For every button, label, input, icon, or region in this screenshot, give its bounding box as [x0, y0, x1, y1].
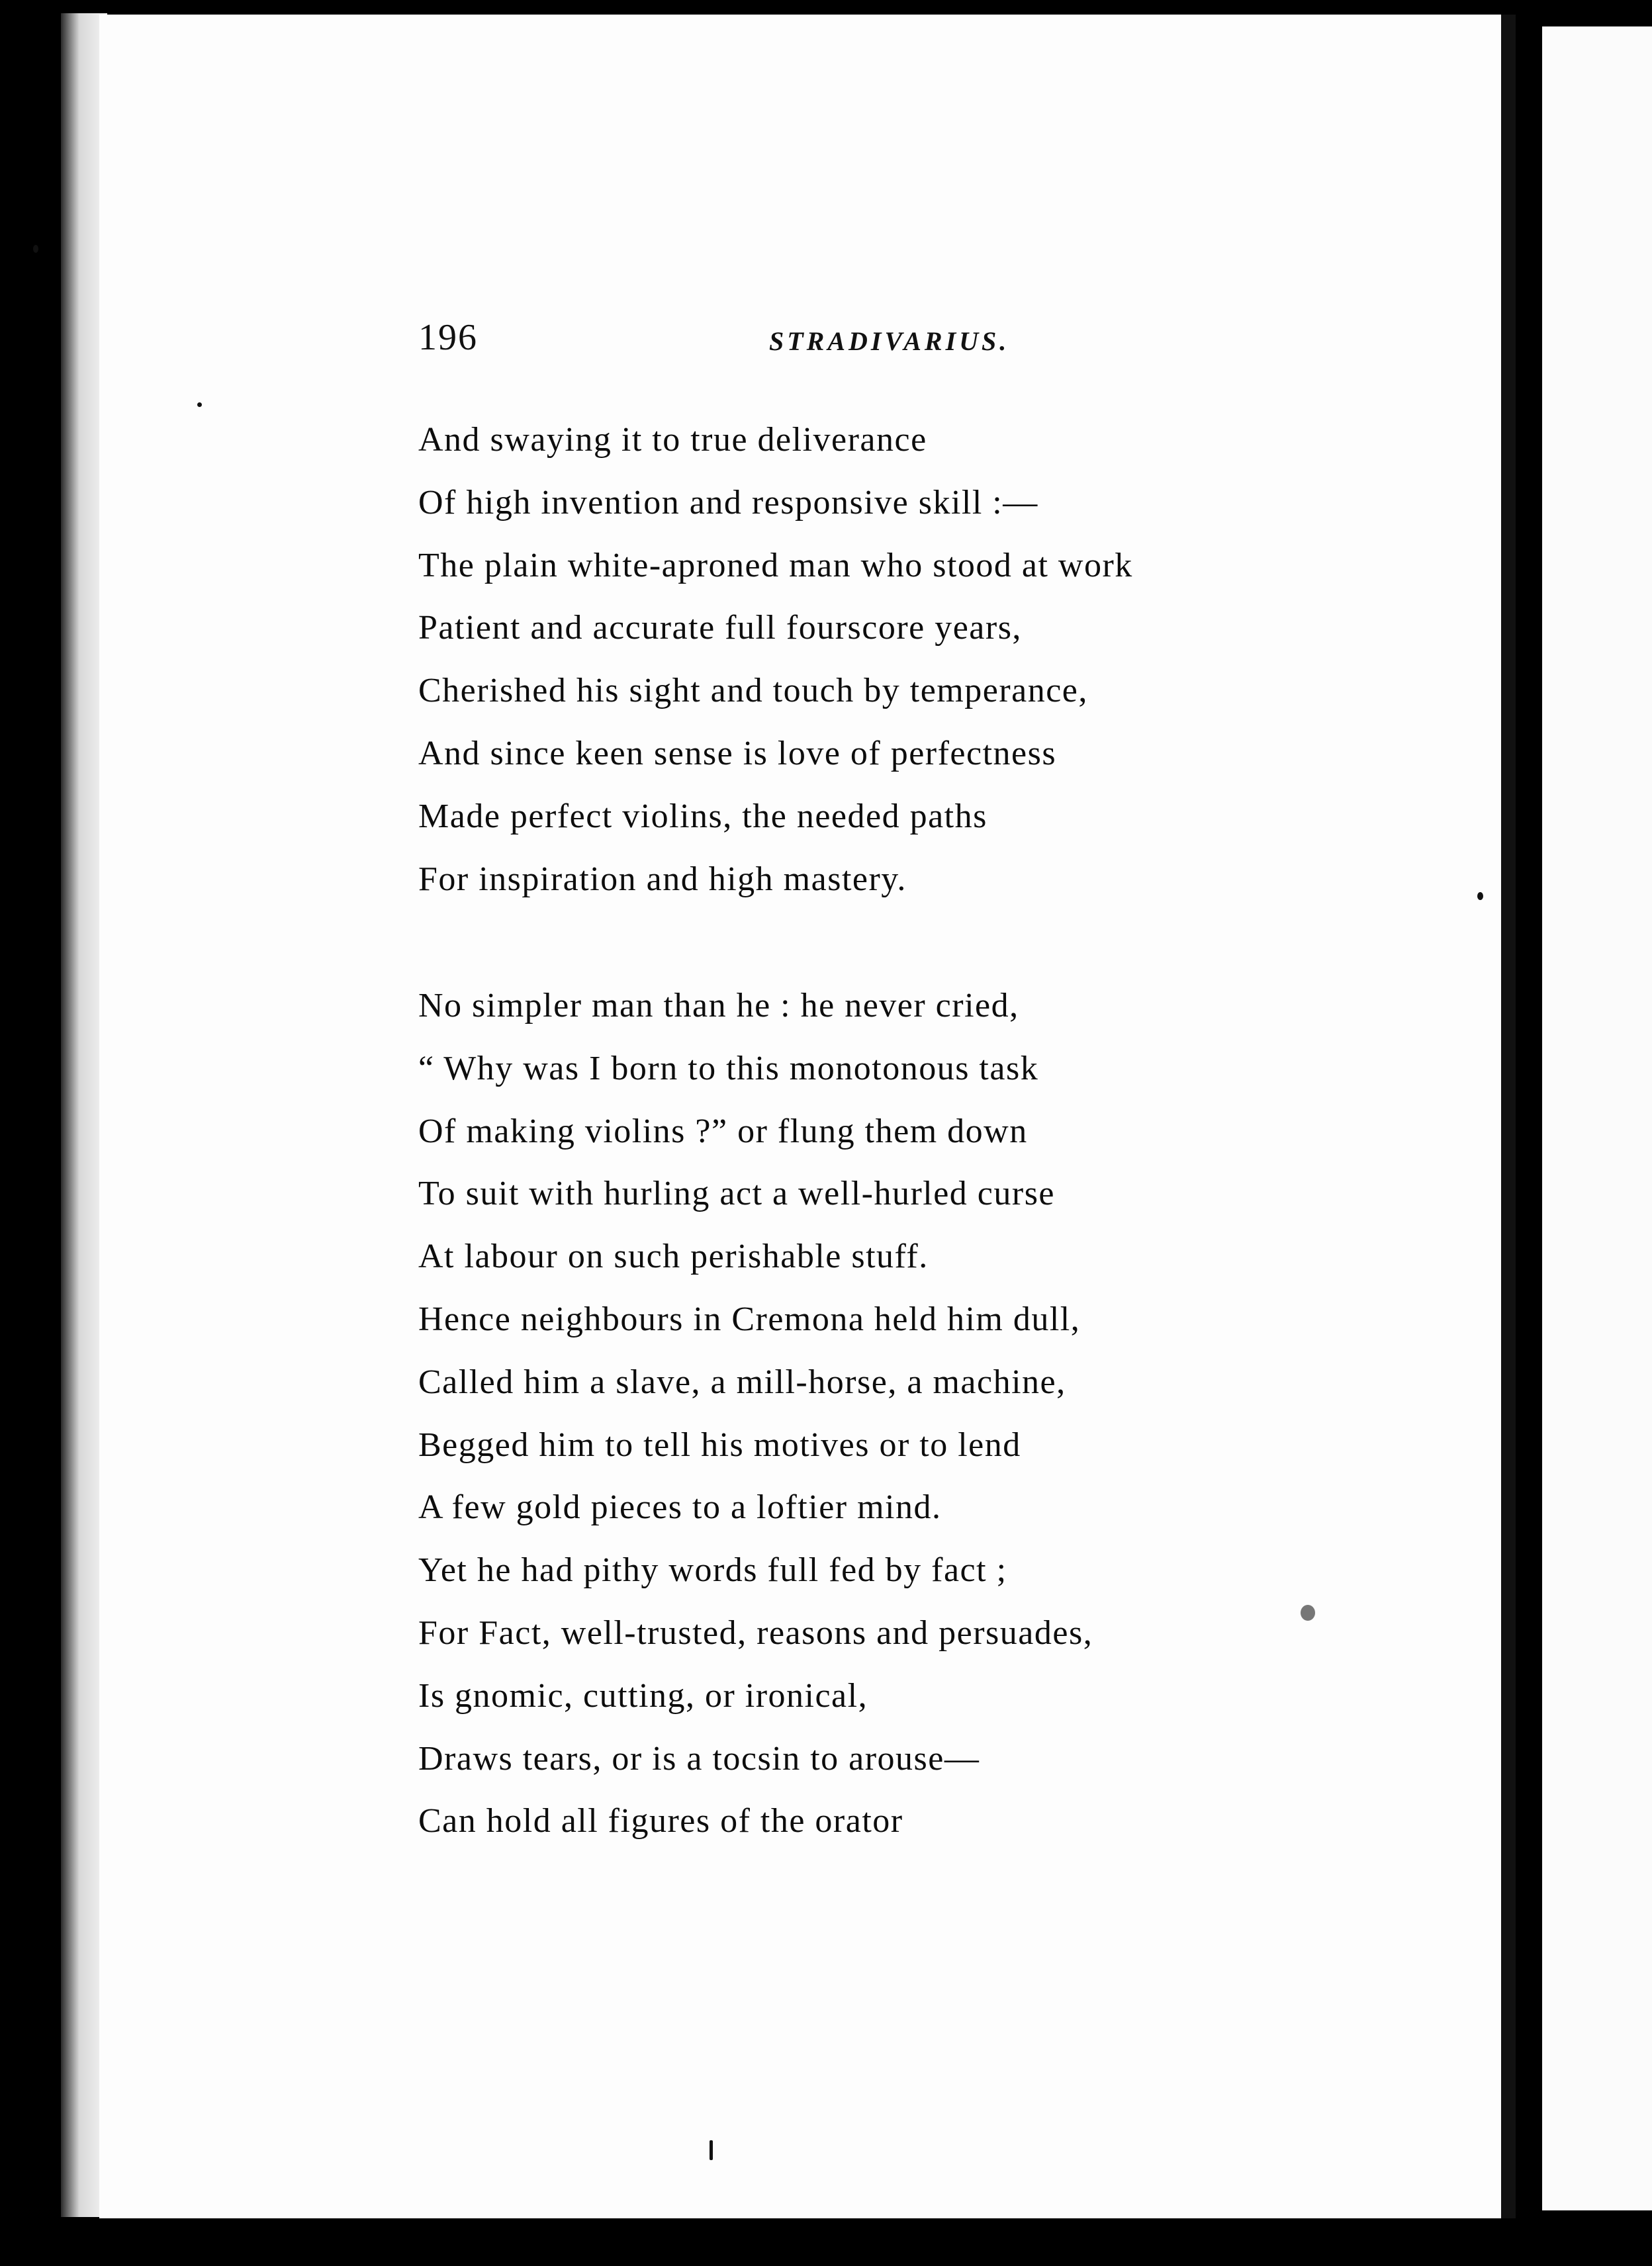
verse-line: Of high invention and responsive skill :—: [418, 483, 1038, 521]
page-header: [418, 316, 1345, 369]
verse-line: Can hold all figures of the orator: [418, 1802, 903, 1840]
verse-line: For inspiration and high mastery.: [418, 860, 907, 898]
stanza: [418, 409, 1133, 911]
verse-line: For Fact, well-trusted, reasons and persuades,: [418, 1613, 1093, 1652]
verse-line: To suit with hurling act a well-hurled curse: [418, 1175, 1056, 1213]
verse-line: Cherished his sight and touch by temperance,: [418, 672, 1088, 710]
scan-speck: [1301, 1605, 1315, 1621]
scan-speck: [710, 2140, 713, 2160]
verse-line: Is gnomic, cutting, or ironical,: [418, 1676, 868, 1715]
bottom-scan-border: [0, 2218, 1652, 2266]
right-gutter: [1501, 15, 1516, 2218]
stanza: [418, 975, 1093, 1853]
verse-line: Patient and accurate full fourscore years,: [418, 609, 1022, 647]
scan-speck: [197, 402, 202, 407]
running-head: STRADIVARIUS.: [769, 326, 1010, 356]
verse-line: Made perfect violins, the needed paths: [418, 797, 987, 835]
adjacent-page-edge: [1542, 26, 1652, 2210]
verse-line: Hence neighbours in Cremona held him dull,: [418, 1300, 1081, 1338]
verse-line: Of making violins ?” or flung them down: [418, 1112, 1028, 1150]
verse-line: The plain white-aproned man who stood at work: [418, 546, 1133, 584]
verse-line: Draws tears, or is a tocsin to arouse—: [418, 1739, 980, 1778]
verse-line: “ Why was I born to this monotonous task: [418, 1049, 1039, 1087]
verse-line: Begged him to tell his motives or to lend: [418, 1426, 1021, 1464]
verse-line: Yet he had pithy words full fed by fact ;: [418, 1551, 1007, 1590]
verse-line: Called him a slave, a mill-horse, a machine,: [418, 1363, 1066, 1401]
page-number: 196: [418, 317, 478, 358]
verse-line: A few gold pieces to a loftier mind.: [418, 1488, 942, 1527]
verse-line: At labour on such perishable stuff.: [418, 1238, 929, 1276]
scan-speck: [1477, 892, 1483, 900]
verse-line: And swaying it to true deliverance: [418, 421, 927, 459]
verse-line: And since keen sense is love of perfectness: [418, 734, 1057, 772]
verse-line: No simpler man than he : he never cried,: [418, 987, 1019, 1024]
scan-speck: [33, 245, 38, 253]
